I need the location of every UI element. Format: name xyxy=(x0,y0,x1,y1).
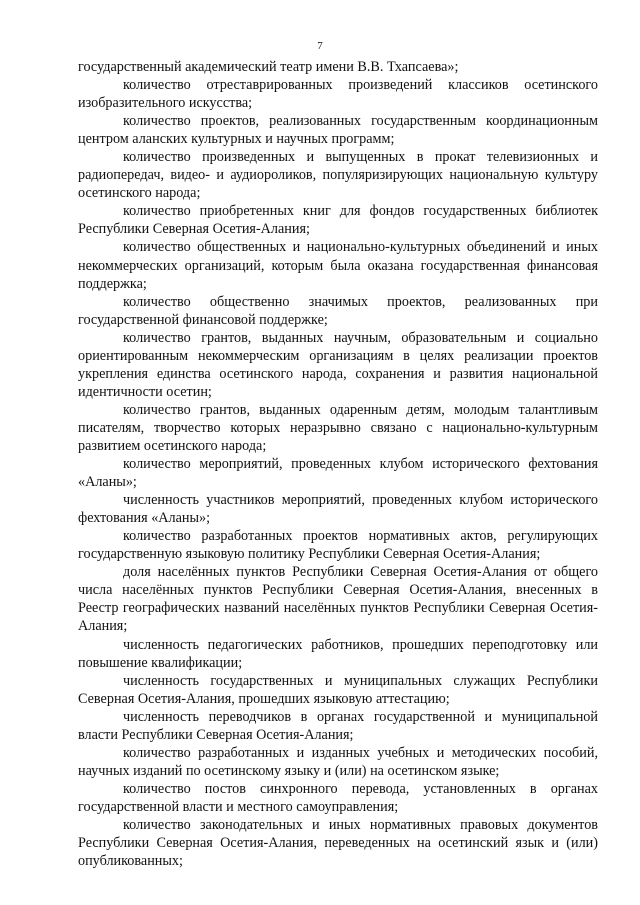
list-item: количество общественно значимых проектов, реализованных при государственной финансовой поддержке; xyxy=(78,293,598,328)
list-item: количество приобретенных книг для фондов государственных библиотек Республики Северная Осетия-Алания; xyxy=(78,203,598,238)
list-item: количество общественных и национально-культурных объединений и иных некоммерческих организаций, которым была оказана государственная финансовая поддержка; xyxy=(78,239,598,292)
list-item: количество постов синхронного перевода, установленных в органах государственной власти и местного самоуправления; xyxy=(78,780,598,815)
list-item: количество произведенных и выпущенных в прокат телевизионных и радиопередач, видео- и аудиороликов, популяризирующих национальную культуру осетинского народа; xyxy=(78,149,598,202)
list-item: доля населённых пунктов Республики Северная Осетия-Алания от общего числа населённых пунктов Республики Северная Осетия-Алания, внесенных в Реестр географических названий населённых пунктов Республики Северная Осетия-Алания; xyxy=(78,564,598,635)
paragraph-continuation: государственный академический театр имени В.В. Тхапсаева»; xyxy=(78,59,459,75)
list-item: количество проектов, реализованных государственным координационным центром аланских культурных и научных программ; xyxy=(78,113,598,148)
list-item: количество грантов, выданных научным, образовательным и социально ориентированным некоммерческим организациям в целях реализации проектов укрепления единства осетинского народа, сохранения и развития национальной идентичности осетин; xyxy=(78,329,598,400)
list-item: численность педагогических работников, прошедших переподготовку или повышение квалификации; xyxy=(78,636,598,671)
list-item: количество разработанных и изданных учебных и методических пособий, научных изданий по осетинскому языку и (или) на осетинском языке; xyxy=(78,744,598,779)
list-item: количество законодательных и иных нормативных правовых документов Республики Северная Осетия-Алания, переведенных на осетинский язык и (или) опубликованных; xyxy=(78,816,598,870)
list-item: количество грантов, выданных одаренным детям, молодым талантливым писателям, творчество которых неразрывно связано с национально-культурным развитием осетинского народа; xyxy=(78,401,598,454)
document-body xyxy=(78,58,598,870)
list-item: численность государственных и муниципальных служащих Республики Северная Осетия-Алания, прошедших языковую аттестацию; xyxy=(78,672,598,707)
list-item: количество разработанных проектов нормативных актов, регулирующих государственную языковую политику Республики Северная Осетия-Алания; xyxy=(78,528,598,563)
list-item: количество отреставрированных произведений классиков осетинского изобразительного искусства; xyxy=(78,77,598,112)
list-item: численность переводчиков в органах государственной и муниципальной власти Республики Северная Осетия-Алания; xyxy=(78,708,598,743)
page-number: 7 xyxy=(317,40,323,52)
list-item: количество мероприятий, проведенных клубом исторического фехтования «Аланы»; xyxy=(78,456,598,491)
list-item: численность участников мероприятий, проведенных клубом исторического фехтования «Аланы»; xyxy=(78,492,598,527)
